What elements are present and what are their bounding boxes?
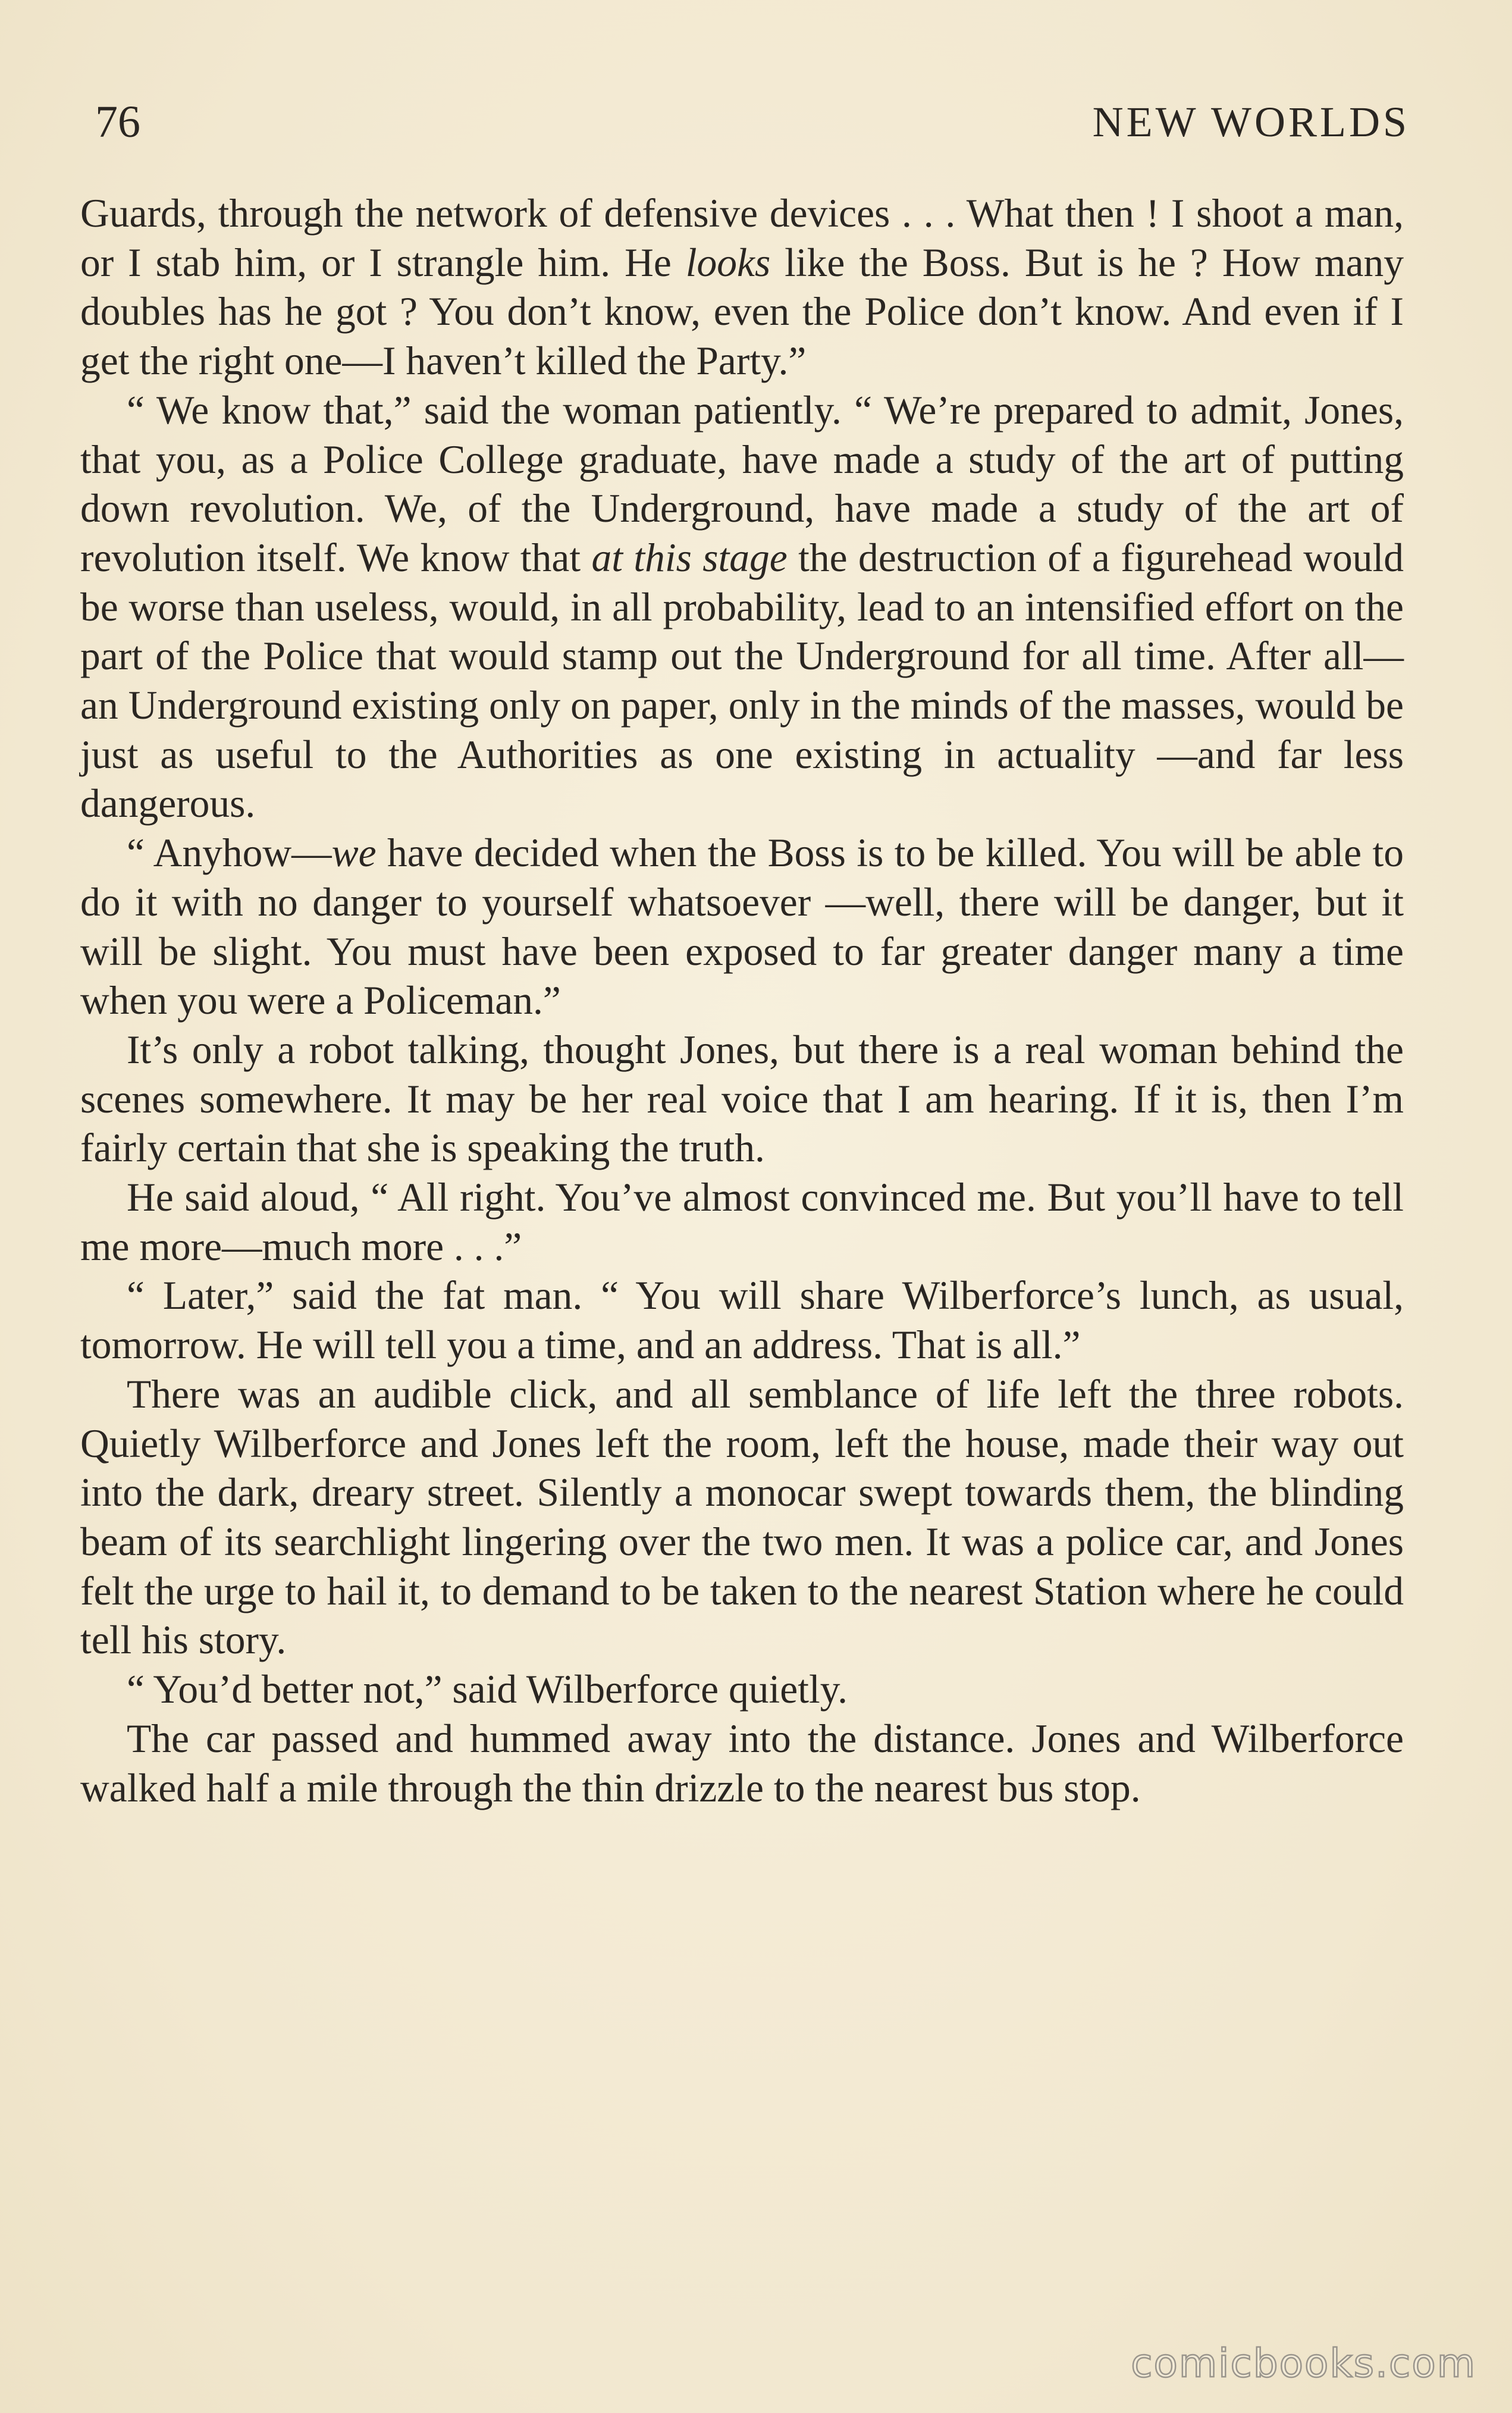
paragraph <box>80 1715 1404 1813</box>
running-head: NEW WORLDS <box>1092 98 1410 146</box>
text-segment: “ We know that,” said the woman patiently. “ We’re prepared to admit, Jones, that you, as a Police College graduate, have made a study of the art of putting down revolution. We, of the Underground, have made a study of the art of revolution itself. We know that <box>80 387 1404 580</box>
text-segment: It’s only a robot talking, thought Jones, but there is a real woman behind the scenes somewhere. It may be her real voice that I am hearing. If it is, then I’m fairly certain that she is speaking the truth. <box>80 1027 1404 1171</box>
paragraph <box>80 1173 1404 1271</box>
text-segment: “ Anyhow— <box>127 831 332 876</box>
text-segment: the destruction of a figurehead would be worse than useless, would, in all probability, lead to an intensified effort on the part of the Police that would stamp out the Underground for all time. After all—an Underground existing only on paper, only in the minds of the masses, would be just as useful to the Authorities as one existing in actuality —and far less dangerous. <box>80 535 1404 826</box>
italic-text: looks <box>685 240 771 285</box>
text-segment: have decided when the Boss is to be killed. You will be able to do it with no danger to yourself whatsoever —well, there will be danger, but it will be slight. You must have been exposed to far greater danger many a time when you were a Policeman.” <box>80 831 1404 1023</box>
watermark-logo: comicbooks.com <box>1131 2340 1476 2386</box>
paragraph <box>80 1665 1404 1715</box>
italic-text: at this stage <box>591 535 788 580</box>
text-segment: like the Boss. But is he ? How many doubles has he got ? You don’t know, even the Police don’t know. And even if I get the right one—I haven’t killed the Party.” <box>80 240 1404 384</box>
paragraph <box>80 386 1404 829</box>
text-segment: He said aloud, “ All right. You’ve almost convinced me. But you’ll have to tell me more—much more . . .” <box>80 1175 1404 1269</box>
page-number: 76 <box>95 97 140 147</box>
text-segment: Guards, through the network of defensive devices . . . What then ! I shoot a man, or I stab him, or I strangle him. He <box>80 191 1404 285</box>
page-header <box>89 89 1410 155</box>
paragraph <box>80 1271 1404 1370</box>
text-segment: There was an audible click, and all semblance of life left the three robots. Quietly Wilberforce and Jones left the room, left the house, made their way out into the dark, dreary street. Silently a monocar swept towards them, the blinding beam of its searchlight lingering over the two men. It was a police car, and Jones felt the urge to hail it, to demand to be taken to the nearest Station where he could tell his story. <box>80 1371 1404 1663</box>
text-segment: “ You’d better not,” said Wilberforce quietly. <box>127 1667 848 1712</box>
paragraph <box>80 1370 1404 1665</box>
text-segment: The car passed and hummed away into the distance. Jones and Wilberforce walked half a mile through the thin drizzle to the nearest bus stop. <box>80 1716 1404 1810</box>
paragraph <box>80 829 1404 1026</box>
body-text <box>80 189 1404 1813</box>
italic-text: we <box>331 831 377 876</box>
paragraph <box>80 1026 1404 1173</box>
paragraph <box>80 189 1404 386</box>
text-segment: “ Later,” said the fat man. “ You will share Wilberforce’s lunch, as usual, tomorrow. He will tell you a time, and an address. That is all.” <box>80 1273 1404 1368</box>
